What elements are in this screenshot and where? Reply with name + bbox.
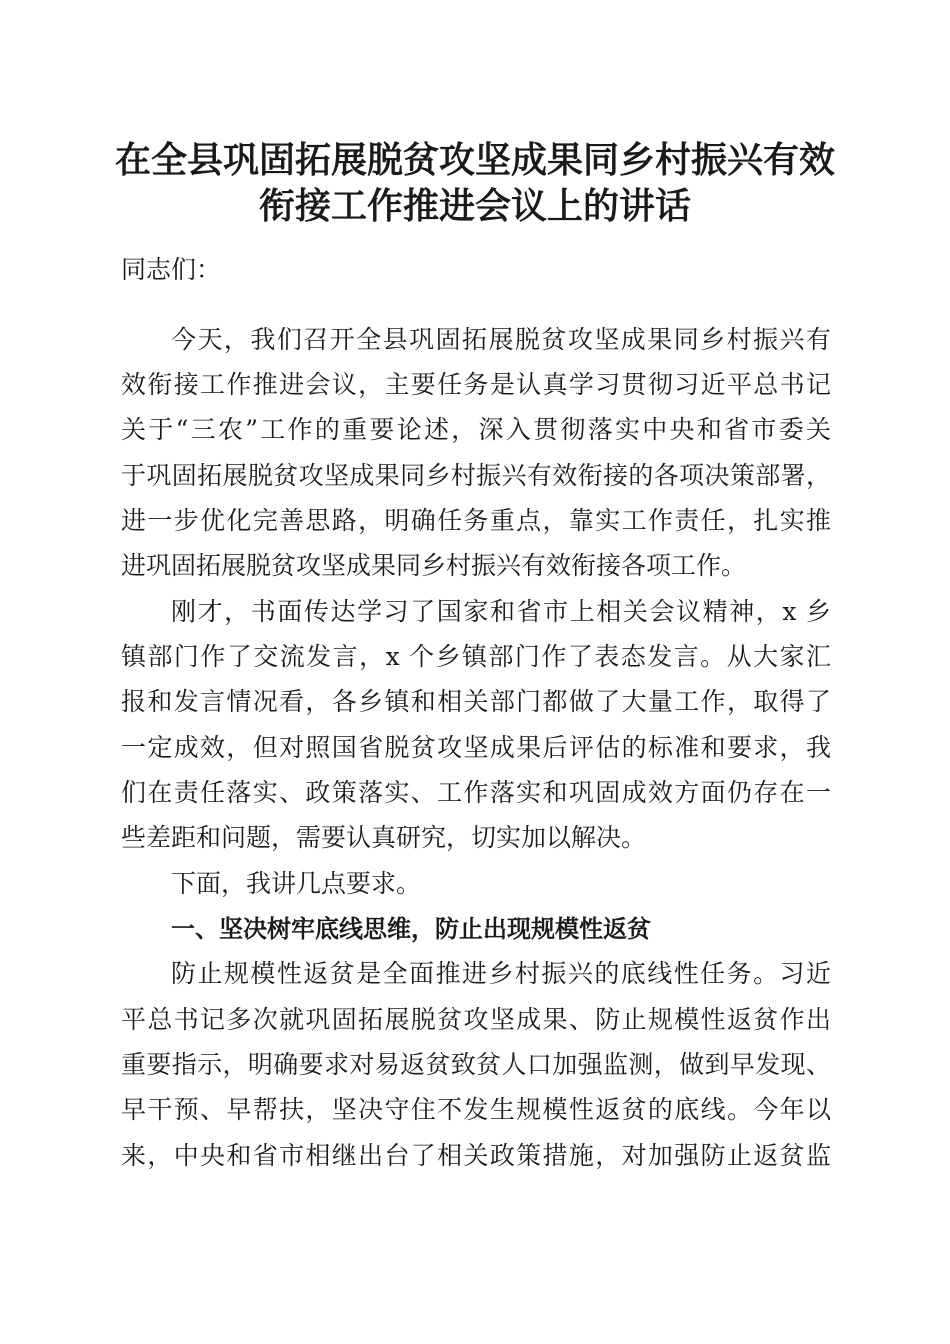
paragraph-4-line: 平总书记多次就巩固拓展脱贫攻坚成果、防止规模性返贫作出: [121, 1005, 831, 1034]
paragraph-1-line: 进巩固拓展脱贫攻坚成果同乡村振兴有效衔接各项工作。: [121, 551, 747, 580]
paragraph-4-line: 重要指示，明确要求对易返贫致贫人口加强监测，做到早发现、: [121, 1050, 831, 1079]
paragraph-4-line: 来，中央和省市相继出台了相关政策措施，对加强防止返贫监: [121, 1141, 831, 1170]
paragraph-2-line: 些差距和问题，需要认真研究，切实加以解决。: [121, 823, 647, 852]
paragraph-1-line: 效衔接工作推进会议，主要任务是认真学习贯彻习近平总书记: [121, 370, 831, 399]
paragraph-1-line: 今天，我们召开全县巩固拓展脱贫攻坚成果同乡村振兴有: [171, 325, 831, 354]
document-title-line-2: 衔接工作推进会议上的讲话: [258, 185, 691, 227]
paragraph-3: 下面，我讲几点要求。: [171, 869, 422, 898]
section-heading-1: 一、坚决树牢底线思维，防止出现规模性返贫: [171, 915, 651, 943]
paragraph-2-line: 报和发言情况看，各乡镇和相关部门都做了大量工作，取得了: [121, 687, 831, 716]
paragraph-1-line: 关于“三农”工作的重要论述，深入贯彻落实中央和省市委关: [121, 415, 831, 444]
paragraph-1-line: 于巩固拓展脱贫攻坚成果同乡村振兴有效衔接的各项决策部署，: [121, 461, 831, 490]
paragraph-2-line: 们在责任落实、政策落实、工作落实和巩固成效方面仍存在一: [121, 778, 831, 807]
paragraph-2-line: 刚才，书面传达学习了国家和省市上相关会议精神，x 乡: [171, 597, 831, 626]
paragraph-2-line: 镇部门作了交流发言，x 个乡镇部门作了表态发言。从大家汇: [121, 642, 831, 671]
paragraph-4-line: 早干预、早帮扶，坚决守住不发生规模性返贫的底线。今年以: [121, 1095, 831, 1124]
document-title-line-1: 在全县巩固拓展脱贫攻坚成果同乡村振兴有效: [114, 139, 835, 181]
salutation: 同志们：: [121, 255, 222, 284]
paragraph-2-line: 一定成效，但对照国省脱贫攻坚成果后评估的标准和要求，我: [121, 733, 831, 762]
paragraph-4-line: 防止规模性返贫是全面推进乡村振兴的底线性任务。习近: [171, 959, 831, 988]
paragraph-1-line: 进一步优化完善思路，明确任务重点，靠实工作责任，扎实推: [121, 506, 831, 535]
